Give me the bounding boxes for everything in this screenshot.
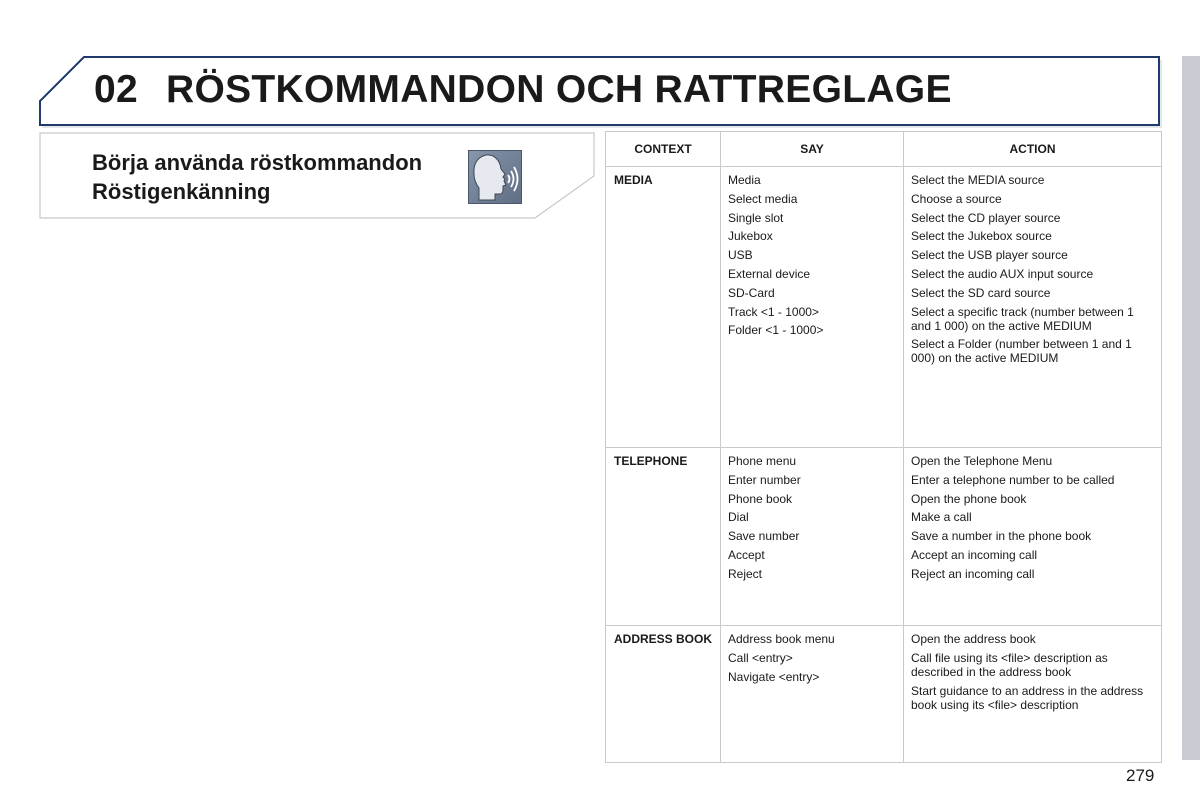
table-row-media	[606, 167, 1162, 448]
action-item: Open the address book	[911, 632, 1036, 646]
voice-command-icon	[468, 150, 522, 204]
action-cell	[904, 448, 1162, 626]
action-item: Select a specific track (number between 1 and 1 000) on the active MEDIUM	[911, 304, 1134, 333]
context-cell: MEDIA	[606, 167, 721, 448]
say-cell	[721, 626, 904, 763]
page-number: 279	[1126, 766, 1155, 785]
say-item: USB	[728, 248, 753, 263]
say-item: SD-Card	[728, 285, 775, 300]
say-item: Phone book	[728, 491, 793, 506]
say-cell	[721, 448, 904, 626]
say-item: Call <entry>	[728, 650, 793, 665]
action-item: Select the SD card source	[911, 285, 1051, 300]
action-item: Select the Jukebox source	[911, 229, 1052, 244]
say-item: Address book menu	[728, 632, 835, 646]
table-header-row	[606, 132, 1162, 167]
side-tab	[1182, 56, 1200, 760]
section-title	[92, 148, 422, 206]
action-item: Select the CD player source	[911, 210, 1061, 225]
say-item: Accept	[728, 547, 765, 562]
context-cell: TELEPHONE	[606, 448, 721, 626]
action-item: Open the Telephone Menu	[911, 454, 1053, 468]
action-item: Choose a source	[911, 191, 1002, 206]
say-item: Track <1 - 1000>	[728, 304, 819, 319]
action-cell	[904, 626, 1162, 763]
action-item: Save a number in the phone book	[911, 529, 1092, 544]
chapter-number: 02	[94, 68, 138, 111]
say-item: Dial	[728, 510, 749, 525]
say-item: Enter number	[728, 472, 801, 487]
header-say: SAY	[721, 132, 904, 167]
action-item: Select the USB player source	[911, 248, 1068, 263]
say-cell	[721, 167, 904, 448]
action-item: Open the phone book	[911, 491, 1027, 506]
header-action: ACTION	[904, 132, 1162, 167]
action-item: Select the MEDIA source	[911, 173, 1045, 187]
say-item: Save number	[728, 529, 800, 544]
table-row-telephone	[606, 448, 1162, 626]
action-item: Enter a telephone number to be called	[911, 472, 1115, 487]
say-item: Select media	[728, 191, 798, 206]
say-item: Navigate <entry>	[728, 669, 820, 684]
action-item: Call file using its <file> description as described in the address book	[911, 650, 1108, 679]
context-cell: ADDRESS BOOK	[606, 626, 721, 763]
action-item: Make a call	[911, 510, 972, 525]
action-item: Select a Folder (number between 1 and 1 000) on the active MEDIUM	[911, 337, 1132, 366]
chapter-title-text: RÖSTKOMMANDON OCH RATTREGLAGE	[165, 68, 952, 111]
say-item: Phone menu	[728, 454, 797, 468]
say-item: Single slot	[728, 210, 784, 225]
voice-command-table	[605, 131, 1162, 763]
section-title-line-2: Röstigenkänning	[92, 179, 271, 204]
say-item: Jukebox	[728, 229, 773, 244]
section-title-line-1: Börja använda röstkommandon	[92, 150, 423, 175]
action-item: Reject an incoming call	[911, 566, 1035, 581]
say-item: Media	[728, 173, 761, 187]
header-context: CONTEXT	[606, 132, 721, 167]
action-item: Accept an incoming call	[911, 547, 1038, 562]
action-item: Select the audio AUX input source	[911, 266, 1094, 281]
action-cell	[904, 167, 1162, 448]
say-item: Folder <1 - 1000>	[728, 323, 824, 338]
table-row-address-book	[606, 626, 1162, 763]
say-item: Reject	[728, 566, 763, 581]
say-item: External device	[728, 266, 811, 281]
action-item: Start guidance to an address in the address book using its <file> description	[911, 683, 1144, 712]
